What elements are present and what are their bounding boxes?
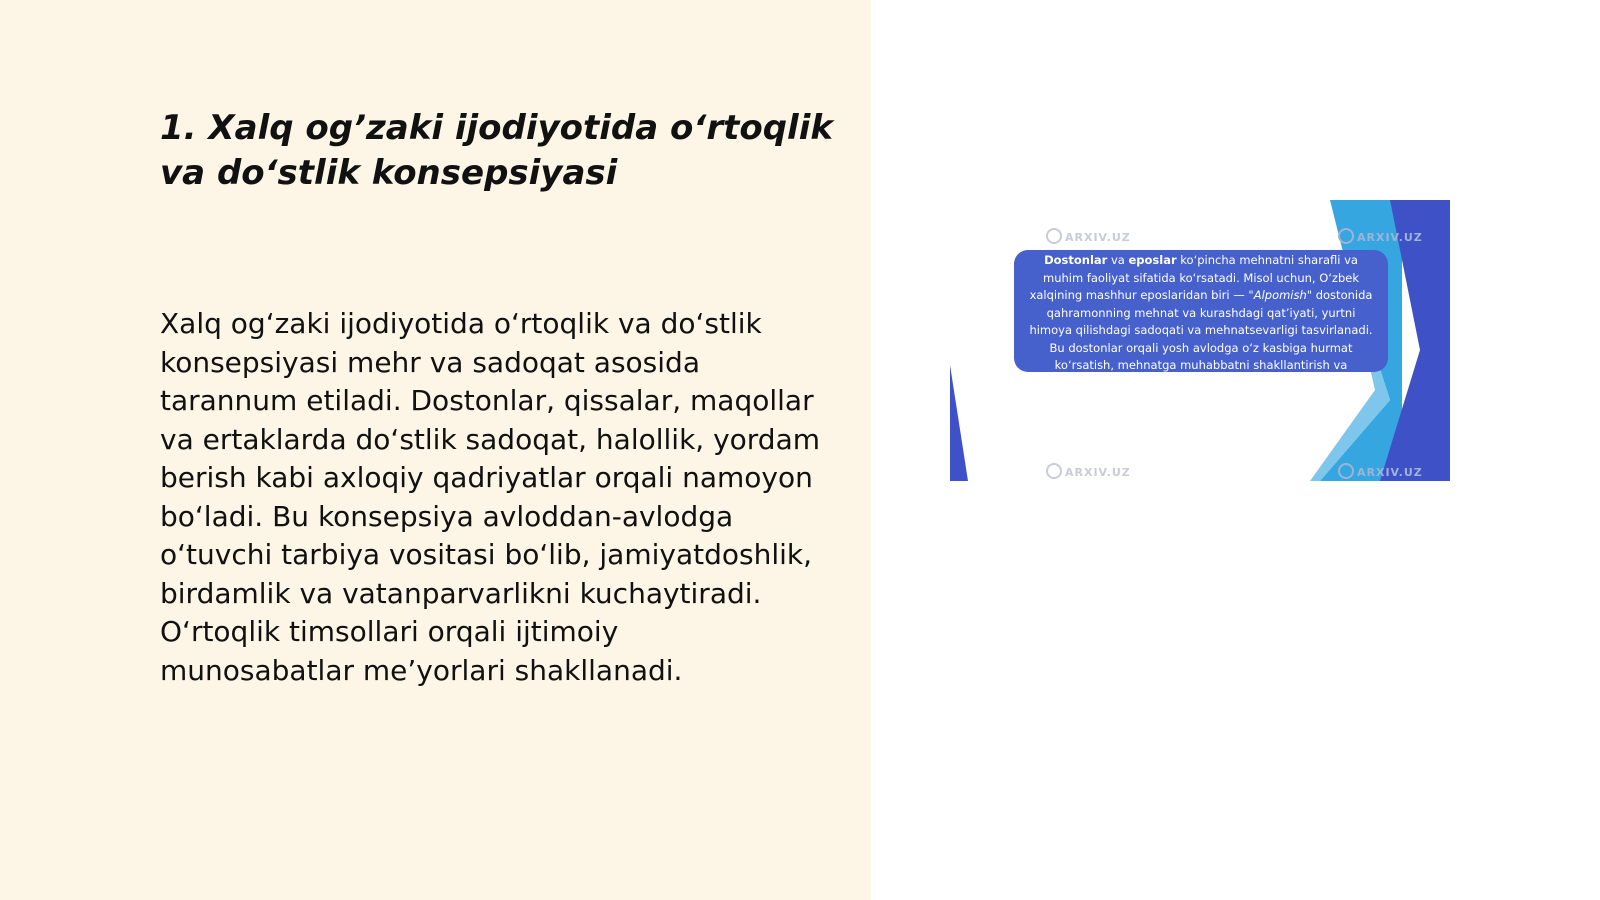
left-blue-wedge: [950, 365, 968, 481]
card-bold-term: eposlar: [1128, 253, 1177, 267]
slide-body-text: Xalq og‘zaki ijodiyotida o‘rtoqlik va do‘stlik konsepsiyasi mehr va sadoqat asosida tarannum etiladi. Dostonlar, qissalar, maqollar va ertaklarda do‘stlik sadoqat, halollik, yordam berish kabi axloqiy qadriyatlar orqali namoyon bo‘ladi. Bu konsepsiya avloddan-avlodga o‘tuvchi tarbiya vositasi bo‘lib, jamiyatdoshlik, birdamlik va vatanparvarlikni kuchaytiradi. O‘rtoqlik timsollari orqali ijtimoiy munosabatlar me’yorlari shakllanadi.: [160, 307, 821, 687]
card-text: ko‘pincha mehnatni sharafli va muhim faoliyat sifatida ko‘rsatadi. Misol uchun, O‘zbek xalqining mashhur eposlaridan biri — ": [1029, 253, 1359, 302]
watermark-ring-icon: [1046, 228, 1062, 244]
card-italic-term: Alpomish: [1253, 288, 1307, 302]
watermark-ring-icon: [1338, 463, 1354, 479]
card-text: " dostonida qahramonning mehnat va kurashdagi qat’iyati, yurtni himoya qilishdagi sadoqati va mehnatsevarligi tasvirlanadi. Bu dostonlar orqali yosh avlodga o‘z kasbiga hurmat ko‘rsatish, mehnatga muhabbatni shakllantirish va vatanparvarlikni o‘rgatish maqsad qilinadi.: [1029, 288, 1373, 390]
watermark-logo: ARXIV.UZ: [1338, 228, 1423, 244]
card-text: va: [1107, 253, 1129, 267]
watermark-ring-icon: [1046, 463, 1062, 479]
watermark-logo: ARXIV.UZ: [1046, 228, 1131, 244]
watermark-logo: ARXIV.UZ: [1046, 463, 1131, 479]
card-bold-term: Dostonlar: [1044, 253, 1108, 267]
slide-title: 1. Xalq og’zaki ijodiyotida o‘rtoqlik va do‘stlik konsepsiyasi: [160, 108, 833, 193]
watermark-ring-icon: [1338, 228, 1354, 244]
watermark-logo: ARXIV.UZ: [1338, 463, 1423, 479]
picture-text-card: [1014, 250, 1388, 390]
slide-picture: [950, 200, 1450, 481]
